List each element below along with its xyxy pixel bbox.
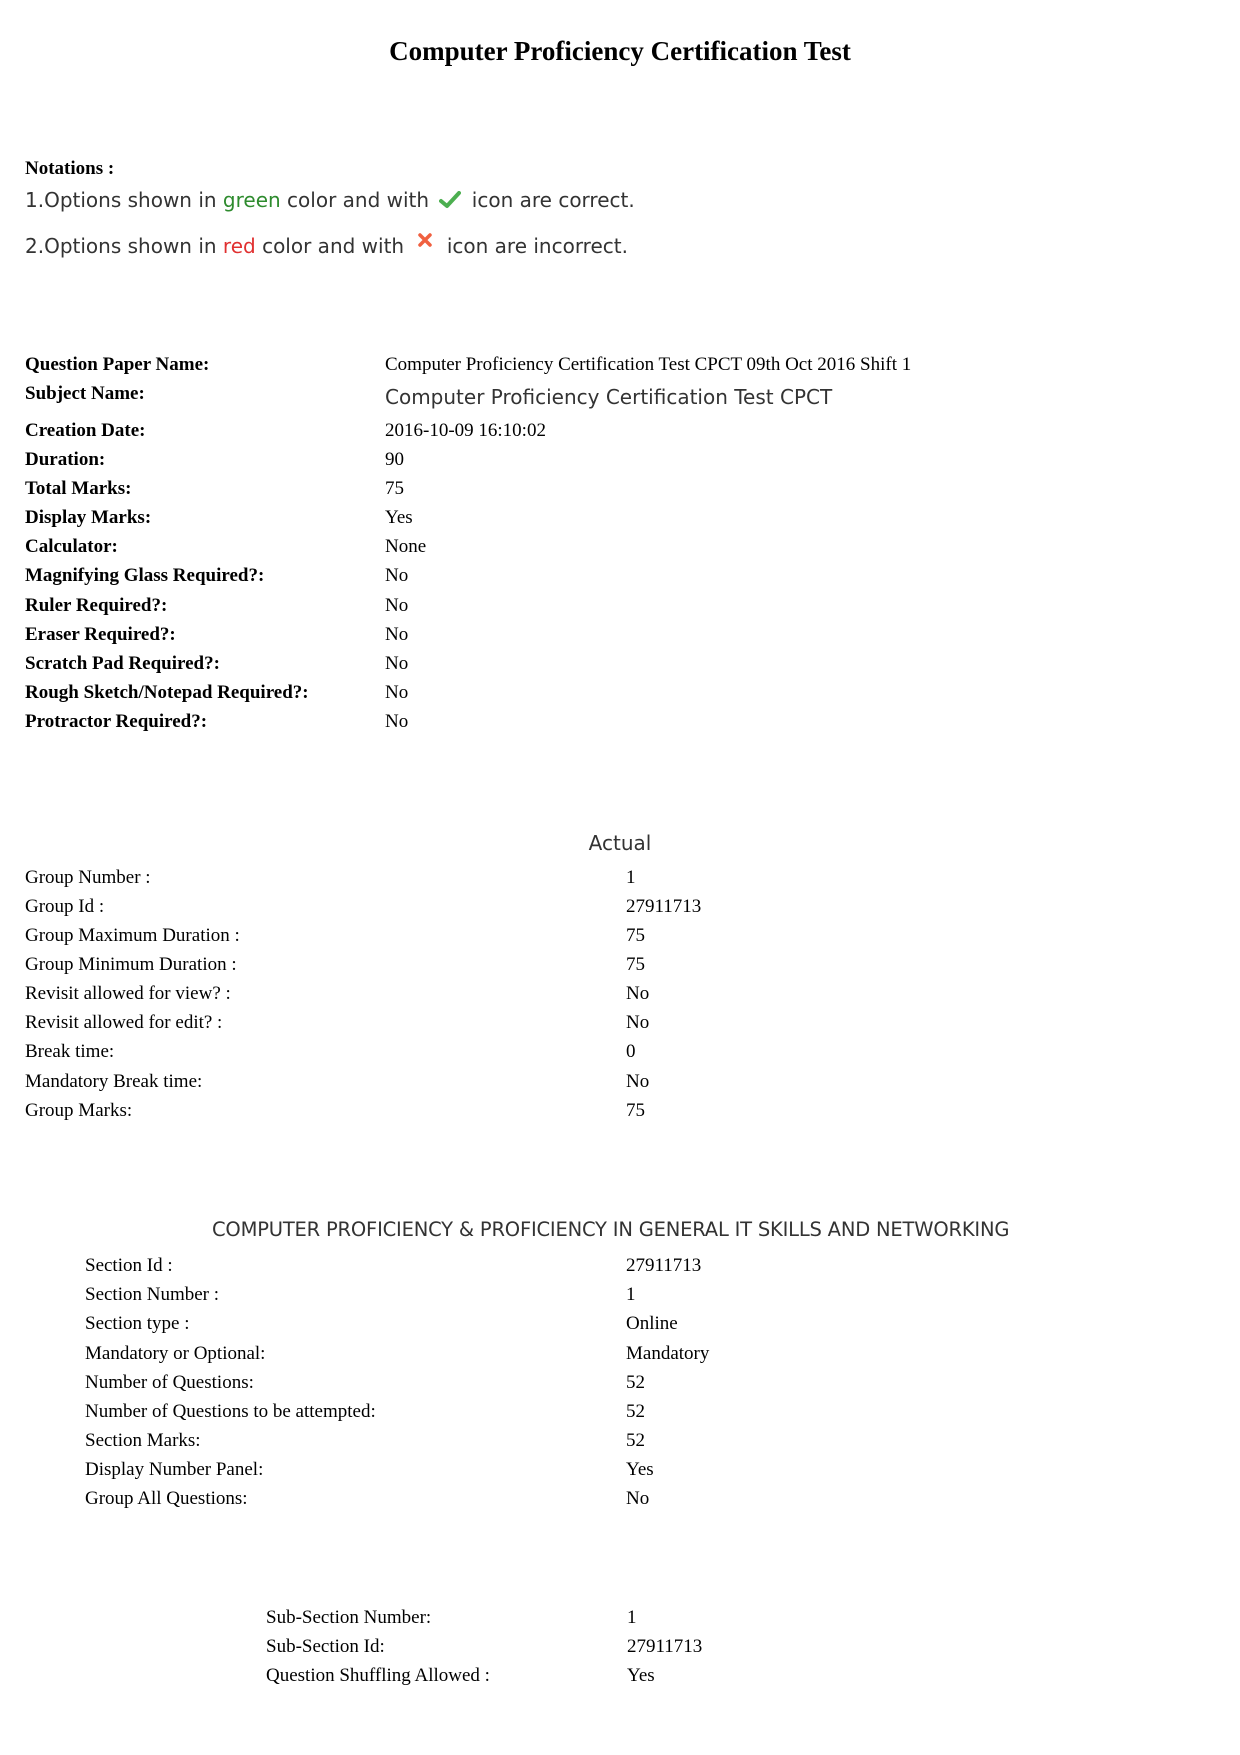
section-label: Display Number Panel:	[85, 1459, 264, 1480]
section-value: Mandatory	[626, 1343, 710, 1364]
group-label: Mandatory Break time:	[25, 1071, 203, 1092]
detail-value: No	[385, 682, 409, 703]
group-label: Revisit allowed for view? :	[25, 983, 231, 1004]
subsection-label: Question Shuffling Allowed :	[266, 1665, 490, 1686]
group-label: Break time:	[25, 1041, 115, 1062]
section-value: No	[626, 1488, 650, 1509]
group-value: 75	[626, 954, 645, 975]
detail-label: Question Paper Name:	[25, 354, 210, 375]
subsection-value: Yes	[627, 1665, 655, 1686]
group-label: Group Id :	[25, 896, 105, 917]
section-label: Mandatory or Optional:	[85, 1343, 266, 1364]
section-value: Online	[626, 1313, 678, 1334]
section-value: 1	[626, 1284, 636, 1305]
group-value: 1	[626, 867, 636, 888]
group-label: Group Number :	[25, 867, 151, 888]
section-value: 27911713	[626, 1255, 702, 1276]
notation-text: icon are incorrect.	[440, 234, 628, 258]
section-value: 52	[626, 1401, 645, 1422]
section-label: Section Id :	[85, 1255, 173, 1276]
detail-label: Magnifying Glass Required?:	[25, 565, 265, 586]
group-label: Revisit allowed for edit? :	[25, 1012, 223, 1033]
notation-text: 1.Options shown in	[25, 188, 223, 212]
detail-value: None	[385, 536, 427, 557]
detail-label: Ruler Required?:	[25, 595, 168, 616]
section-label: Section Number :	[85, 1284, 220, 1305]
section-label: Section type :	[85, 1313, 190, 1334]
section-label: Number of Questions to be attempted:	[85, 1401, 376, 1422]
detail-value: Yes	[385, 507, 413, 528]
detail-value: Computer Proficiency Certification Test CPCT	[385, 385, 833, 409]
page-title: Computer Proficiency Certification Test	[389, 36, 851, 66]
section-heading: COMPUTER PROFICIENCY & PROFICIENCY IN GENERAL IT SKILLS AND NETWORKING	[212, 1218, 1010, 1241]
detail-label: Calculator:	[25, 536, 118, 557]
red-word: red	[222, 234, 256, 258]
subsection-value: 27911713	[627, 1636, 703, 1657]
detail-value: 90	[385, 449, 404, 470]
cross-icon	[418, 228, 432, 252]
detail-label: Scratch Pad Required?:	[25, 653, 220, 674]
group-value: 0	[626, 1041, 636, 1062]
detail-label: Display Marks:	[25, 507, 152, 528]
detail-label: Total Marks:	[25, 478, 132, 499]
detail-value: 2016-10-09 16:10:02	[385, 420, 546, 441]
notations-heading: Notations :	[25, 158, 115, 179]
detail-label: Rough Sketch/Notepad Required?:	[25, 682, 309, 703]
subsection-label: Sub-Section Number:	[266, 1607, 432, 1628]
detail-value: No	[385, 624, 409, 645]
section-label: Group All Questions:	[85, 1488, 248, 1509]
detail-value: 75	[385, 478, 404, 499]
group-value: No	[626, 983, 650, 1004]
notation-text: 2.Options shown in	[25, 234, 223, 258]
detail-label: Creation Date:	[25, 420, 146, 441]
notation-text: color and with	[280, 188, 436, 212]
detail-label: Subject Name:	[25, 383, 145, 404]
group-heading: Actual	[588, 831, 652, 855]
group-label: Group Marks:	[25, 1100, 133, 1121]
detail-label: Eraser Required?:	[25, 624, 176, 645]
section-label: Number of Questions:	[85, 1372, 254, 1393]
check-icon	[439, 190, 461, 214]
detail-value: No	[385, 711, 409, 732]
detail-value: No	[385, 595, 409, 616]
notation-text: icon are correct.	[465, 188, 635, 212]
notation-incorrect	[25, 228, 628, 258]
notation-correct	[25, 188, 635, 214]
detail-label: Protractor Required?:	[25, 711, 208, 732]
green-word: green	[222, 188, 281, 212]
group-value: 75	[626, 925, 645, 946]
subsection-label: Sub-Section Id:	[266, 1636, 385, 1657]
section-label: Section Marks:	[85, 1430, 201, 1451]
section-value: Yes	[626, 1459, 654, 1480]
detail-value: No	[385, 653, 409, 674]
detail-value: Computer Proficiency Certification Test CPCT 09th Oct 2016 Shift 1	[385, 354, 912, 375]
group-label: Group Maximum Duration :	[25, 925, 240, 946]
group-value: 27911713	[626, 896, 702, 917]
group-value: 75	[626, 1100, 645, 1121]
group-label: Group Minimum Duration :	[25, 954, 237, 975]
detail-value: No	[385, 565, 409, 586]
notation-text: color and with	[255, 234, 411, 258]
detail-label: Duration:	[25, 449, 106, 470]
group-value: No	[626, 1071, 650, 1092]
group-value: No	[626, 1012, 650, 1033]
section-value: 52	[626, 1430, 645, 1451]
subsection-value: 1	[627, 1607, 637, 1628]
section-value: 52	[626, 1372, 645, 1393]
